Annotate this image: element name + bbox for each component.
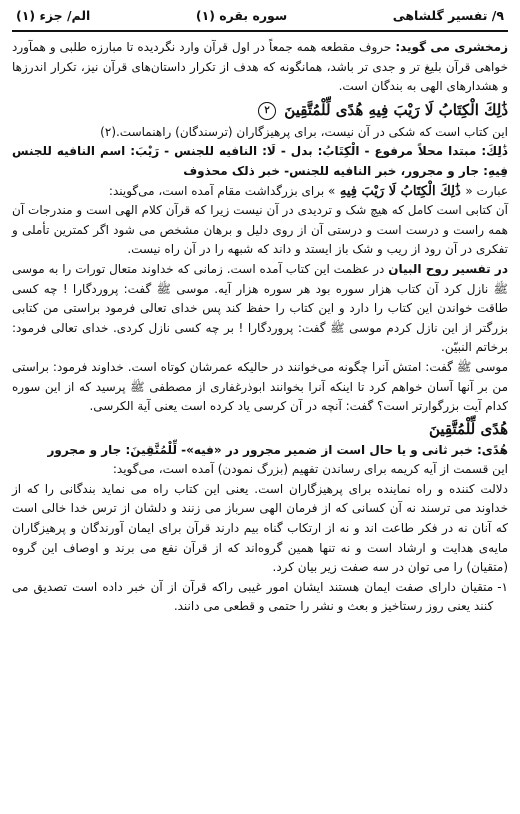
expression-after: » برای بزرگداشت مقام آمده است، می‌گویند: <box>108 183 336 198</box>
verse-number-marker: ۲ <box>258 102 276 120</box>
expression-quote: ذَٰلِكَ الْكِتَابُ لَا رَيْبَ فِيهِ <box>335 183 466 199</box>
paragraph-intro: این قسمت از آیه کریمه برای رساندن تفهیم (بزرگ نمودن) آمده است، می‌گوید: <box>112 462 508 477</box>
paragraph-text: در عظمت این کتاب آمده است. زمانی که خداوند متعال تورات را به موسی ﷺ نازل کرد آن کتاب هزار سوره بود هر سوره هزار آیه. موسی ﷺ گفت: پروردگارا ! چه کسی طاقت خواندن این کتاب را دارد و این کتاب را حفظ کند پس خدای تعالی فرمود براستی من کتابی بزرگتر از این نازل کردم موسی ﷺ گفت: پروردگارا ! بر چه کسی نازل کردی. خدای تعالی فرمود: برخاتم النبیّن. <box>12 261 508 355</box>
section-heading-hudan: هُدًى لِّلْمُتَّقِينَ <box>428 419 508 438</box>
paragraph-text: حروف مقطعه همه جمعاً در اول قرآن وارد نگردیده تا مبارزه طلبی و همآورد خواهی قرآن بلیغ تر و جدی تر باشد، همانگونه که هدف از تکرار داستان‌های قرآن نیز، تکرار اندرزها و هشدارهای الهی به بندگان است. <box>12 40 508 94</box>
quran-verse <box>12 97 508 123</box>
paragraph-lead: در تفسیر روح البیان <box>388 261 509 276</box>
paragraph-lead: زمخشری می گوید: <box>395 40 509 54</box>
page-body <box>12 32 508 617</box>
list-item-text: متقیان دارای صفت ایمان هستند ایشان امور غیبی راکه قرآن از آن خبر داده است تصدیق می کنند یعنی روز رستاخیز و بعث و نشر را حتمی و قطعی می دانند. <box>12 579 494 614</box>
paragraph-ruh-al-bayan <box>12 260 508 358</box>
paragraph-musa: موسی ﷺ گفت: امتش آنرا چگونه می‌خوانند در حالیکه عمرشان کوتاه است. خداوند فرمود: براستی من بر آنها آسان خواهم کرد تا اینکه آنرا بخوانند ابوذرغفاری از مصطفی ﷺ پرسید که از این سوره کدام آیت بزرگوارتر است؟ گفت: آنچه در آن کرسی یاد کرده است یعنی آیة الکرسی. <box>12 359 508 414</box>
list-item <box>12 578 508 617</box>
header-juz: الم/ جزء (۱) <box>16 7 91 23</box>
paragraph-expression <box>12 182 508 202</box>
paragraph-guidance: دلالت کننده و راه نماینده برای پرهیزگاران است. یعنی این کتاب راه می نماید بندگانی را که از خداوند می ترسند نه آن کسانی که از فرمان الهی سرباز می زنند و دلشان از ترس خدا خالی است که آنان نه در فکر طاعت اند و نه از ارتکاب گناه بیم دارند قرآن برای ایمان آورندگان و پرهیزگاران مایه‌ی هدایت و ارشاد است و نه تنها همین گروه‌اند که از قرآن نفع می برند و اوصاف این گروه (متقیان) را می توان در سه صفت زیر بیان کرد. <box>12 481 508 575</box>
paragraph-zamakhshari <box>12 38 508 97</box>
header-book-title: ۹/ تفسیر گلشاهی <box>392 7 504 23</box>
header-surah-name: سوره بقره (۱) <box>195 7 288 23</box>
list-item-number: ۱- <box>497 579 508 594</box>
page-header <box>12 0 508 32</box>
paragraph-grammar: ذَٰلِكَ: مبتدا محلاً مرفوع - الْكِتَابُ: بدل - لَا: النافیه للجنس - رَيْبَ: اسم النافیه للجنس فِيهِ: جار و مجرور، خبر النافیه للجنس- خبر ذلک محذوف <box>12 144 508 178</box>
paragraph-grammar-hudan: هُدًى: خبر ثانی و یا حال است از ضمیر مجرور در «فیه»- لِّلْمُتَّقِينَ: جار و مجرور <box>47 442 508 457</box>
verse-text: ذَٰلِكَ الْكِتَابُ لَا رَيْبَ فِيهِ هُدًى لِّلْمُتَّقِينَ <box>284 100 508 119</box>
paragraph-translation: این کتاب است که شکی در آن نیست، برای پرهیزگاران (ترسندگان) راهنماست.(۲) <box>100 124 508 139</box>
expression-before: عبارت « <box>465 183 508 198</box>
paragraph-explanation: آن کتابی است کامل که هیچ شک و تردیدی در آن نیست زیرا که قرآن کلام الهی است و مندرجات آن همه راست و درست است و درستی آن از روی دلیل و برهان مشخص می شود اگر کمترین تأملی و تفکری در آن رود از ریب و شک باز ایستد و داند که شبهه را در آن راه نیست. <box>12 203 508 257</box>
